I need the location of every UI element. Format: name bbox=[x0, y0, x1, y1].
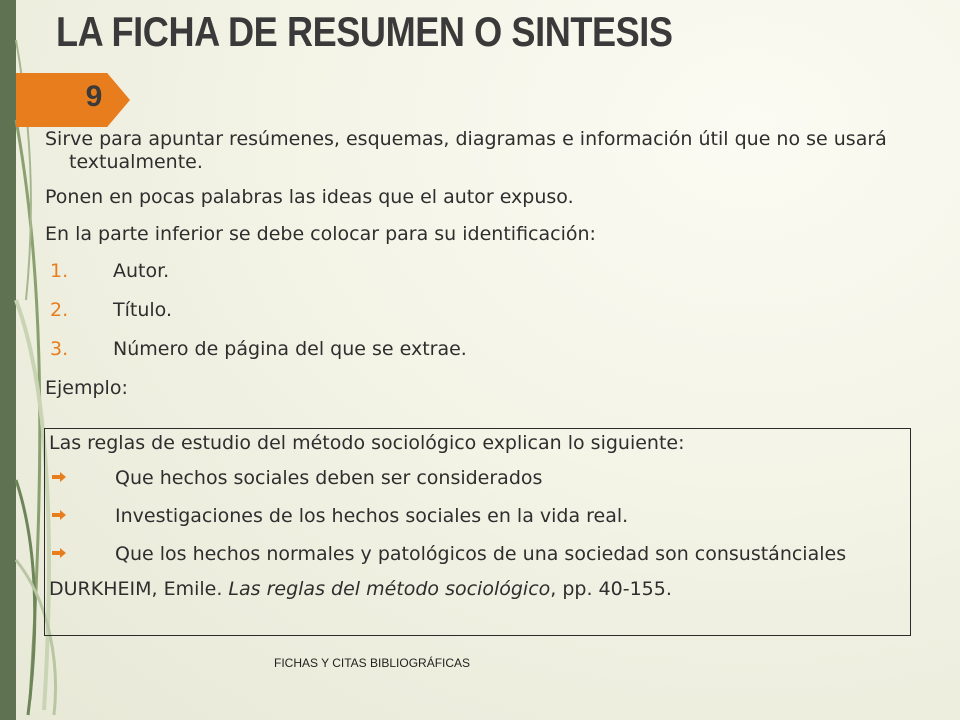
numbered-item bbox=[45, 299, 905, 322]
left-sidebar-bar bbox=[0, 0, 16, 720]
citation-work: Las reglas del método sociológico bbox=[228, 578, 551, 600]
numbered-item bbox=[45, 338, 905, 361]
paragraph-identification: En la parte inferior se debe colocar para su identificación: bbox=[45, 223, 596, 245]
page-number: 9 bbox=[85, 80, 103, 113]
bullet-item bbox=[49, 543, 909, 566]
bullet-text: Que los hechos normales y patológicos de una sociedad son consustánciales bbox=[115, 543, 847, 565]
bullet-item bbox=[49, 505, 909, 528]
item-number: 2. bbox=[50, 299, 69, 321]
citation-pages: , pp. 40-155. bbox=[550, 578, 672, 600]
arrow-right-icon bbox=[52, 548, 66, 558]
citation-author: DURKHEIM, Emile. bbox=[49, 578, 223, 600]
item-text: Número de página del que se extrae. bbox=[113, 338, 467, 360]
bullet-item bbox=[49, 467, 909, 490]
numbered-item bbox=[45, 260, 905, 283]
slide-title: LA FICHA DE RESUMEN O SINTESIS bbox=[56, 8, 673, 55]
bullet-text: Investigaciones de los hechos sociales en la vida real. bbox=[115, 505, 629, 527]
item-number: 1. bbox=[50, 260, 69, 282]
arrow-right-icon bbox=[52, 472, 66, 482]
example-content bbox=[49, 432, 909, 601]
example-label: Ejemplo: bbox=[45, 377, 128, 399]
slide-body bbox=[45, 128, 905, 414]
paragraph-purpose: Sirve para apuntar resúmenes, esquemas, diagramas e información útil que no se usará textualmente. bbox=[45, 128, 887, 173]
paragraph-summary: Ponen en pocas palabras las ideas que el autor expuso. bbox=[45, 186, 574, 208]
arrow-right-icon bbox=[52, 510, 66, 520]
item-number: 3. bbox=[50, 338, 69, 360]
item-text: Título. bbox=[113, 299, 172, 321]
citation bbox=[49, 578, 909, 601]
bullet-text: Que hechos sociales deben ser considerados bbox=[115, 467, 543, 489]
example-intro: Las reglas de estudio del método sociológico explican lo siguiente: bbox=[49, 432, 685, 454]
item-text: Autor. bbox=[113, 260, 170, 282]
footer-text: FICHAS Y CITAS BIBLIOGRÁFICAS bbox=[274, 656, 471, 670]
